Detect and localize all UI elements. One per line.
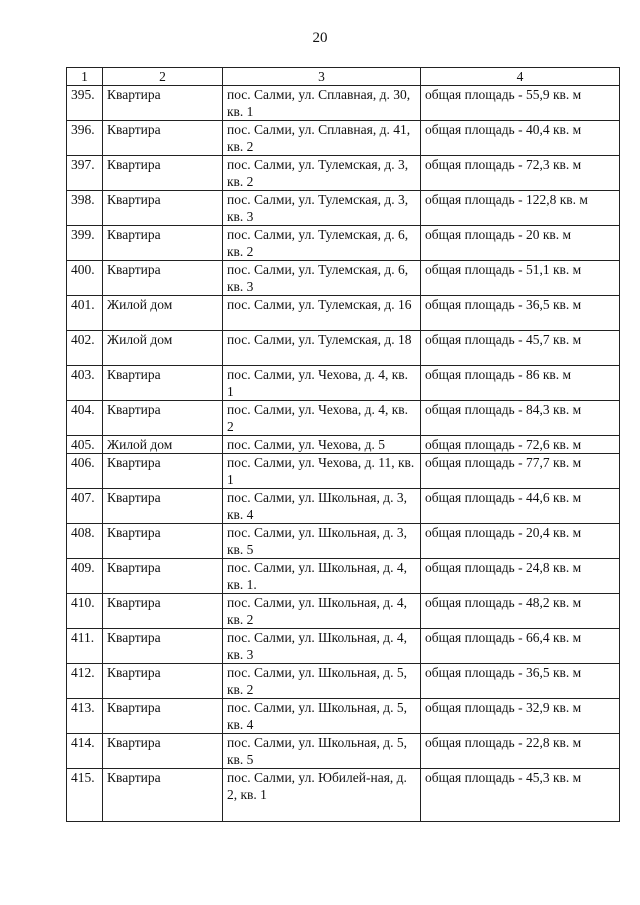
object-type: Квартира (103, 699, 223, 734)
object-area: общая площадь - 51,1 кв. м (421, 261, 620, 296)
object-area: общая площадь - 32,9 кв. м (421, 699, 620, 734)
row-number: 406. (67, 454, 103, 489)
object-area: общая площадь - 20 кв. м (421, 226, 620, 261)
row-number: 414. (67, 734, 103, 769)
object-type: Квартира (103, 121, 223, 156)
object-area: общая площадь - 72,6 кв. м (421, 436, 620, 454)
table-body (67, 86, 620, 822)
object-address: пос. Салми, ул. Юбилей-ная, д. 2, кв. 1 (223, 769, 421, 822)
object-type: Квартира (103, 454, 223, 489)
row-number: 407. (67, 489, 103, 524)
row-number: 409. (67, 559, 103, 594)
object-area: общая площадь - 24,8 кв. м (421, 559, 620, 594)
object-address: пос. Салми, ул. Сплавная, д. 30, кв. 1 (223, 86, 421, 121)
object-type: Квартира (103, 629, 223, 664)
table-header-row (67, 68, 620, 86)
object-area: общая площадь - 44,6 кв. м (421, 489, 620, 524)
row-number: 405. (67, 436, 103, 454)
table-row (67, 436, 620, 454)
object-area: общая площадь - 48,2 кв. м (421, 594, 620, 629)
table-row (67, 454, 620, 489)
row-number: 397. (67, 156, 103, 191)
row-number: 396. (67, 121, 103, 156)
object-address: пос. Салми, ул. Чехова, д. 5 (223, 436, 421, 454)
table-row (67, 629, 620, 664)
table-row (67, 86, 620, 121)
property-register-table (66, 67, 620, 822)
object-type: Квартира (103, 559, 223, 594)
row-number: 400. (67, 261, 103, 296)
object-type: Квартира (103, 594, 223, 629)
object-address: пос. Салми, ул. Тулемская, д. 18 (223, 331, 421, 366)
column-header-2: 2 (103, 68, 223, 86)
object-area: общая площадь - 45,3 кв. м (421, 769, 620, 822)
table-row (67, 489, 620, 524)
row-number: 410. (67, 594, 103, 629)
row-number: 403. (67, 366, 103, 401)
object-area: общая площадь - 22,8 кв. м (421, 734, 620, 769)
object-type: Квартира (103, 769, 223, 822)
object-address: пос. Салми, ул. Тулемская, д. 16 (223, 296, 421, 331)
object-address: пос. Салми, ул. Чехова, д. 11, кв. 1 (223, 454, 421, 489)
row-number: 395. (67, 86, 103, 121)
object-type: Квартира (103, 489, 223, 524)
object-area: общая площадь - 84,3 кв. м (421, 401, 620, 436)
row-number: 401. (67, 296, 103, 331)
table-row (67, 524, 620, 559)
object-area: общая площадь - 66,4 кв. м (421, 629, 620, 664)
object-address: пос. Салми, ул. Школьная, д. 4, кв. 1. (223, 559, 421, 594)
object-address: пос. Салми, ул. Школьная, д. 3, кв. 4 (223, 489, 421, 524)
table-row (67, 559, 620, 594)
object-type: Квартира (103, 156, 223, 191)
object-type: Жилой дом (103, 436, 223, 454)
column-header-1: 1 (67, 68, 103, 86)
object-address: пос. Салми, ул. Школьная, д. 4, кв. 3 (223, 629, 421, 664)
row-number: 402. (67, 331, 103, 366)
object-type: Жилой дом (103, 331, 223, 366)
object-address: пос. Салми, ул. Школьная, д. 4, кв. 2 (223, 594, 421, 629)
object-type: Квартира (103, 261, 223, 296)
row-number: 399. (67, 226, 103, 261)
object-area: общая площадь - 20,4 кв. м (421, 524, 620, 559)
object-area: общая площадь - 86 кв. м (421, 366, 620, 401)
object-area: общая площадь - 72,3 кв. м (421, 156, 620, 191)
object-area: общая площадь - 36,5 кв. м (421, 296, 620, 331)
table-row (67, 734, 620, 769)
object-type: Квартира (103, 734, 223, 769)
column-header-3: 3 (223, 68, 421, 86)
object-type: Квартира (103, 86, 223, 121)
row-number: 398. (67, 191, 103, 226)
object-address: пос. Салми, ул. Школьная, д. 5, кв. 2 (223, 664, 421, 699)
table-row (67, 191, 620, 226)
object-address: пос. Салми, ул. Тулемская, д. 6, кв. 3 (223, 261, 421, 296)
row-number: 415. (67, 769, 103, 822)
object-address: пос. Салми, ул. Школьная, д. 3, кв. 5 (223, 524, 421, 559)
object-address: пос. Салми, ул. Школьная, д. 5, кв. 4 (223, 699, 421, 734)
object-area: общая площадь - 45,7 кв. м (421, 331, 620, 366)
row-number: 413. (67, 699, 103, 734)
object-type: Квартира (103, 226, 223, 261)
object-type: Квартира (103, 401, 223, 436)
table-row (67, 699, 620, 734)
object-type: Квартира (103, 366, 223, 401)
object-address: пос. Салми, ул. Школьная, д. 5, кв. 5 (223, 734, 421, 769)
object-area: общая площадь - 77,7 кв. м (421, 454, 620, 489)
row-number: 404. (67, 401, 103, 436)
object-address: пос. Салми, ул. Тулемская, д. 3, кв. 2 (223, 156, 421, 191)
table-row (67, 156, 620, 191)
table-row (67, 296, 620, 331)
object-address: пос. Салми, ул. Чехова, д. 4, кв. 1 (223, 366, 421, 401)
table-row (67, 226, 620, 261)
object-area: общая площадь - 36,5 кв. м (421, 664, 620, 699)
row-number: 411. (67, 629, 103, 664)
object-type: Квартира (103, 664, 223, 699)
object-address: пос. Салми, ул. Тулемская, д. 3, кв. 3 (223, 191, 421, 226)
object-area: общая площадь - 40,4 кв. м (421, 121, 620, 156)
object-type: Квартира (103, 191, 223, 226)
object-address: пос. Салми, ул. Чехова, д. 4, кв. 2 (223, 401, 421, 436)
object-type: Квартира (103, 524, 223, 559)
table-row (67, 331, 620, 366)
column-header-4: 4 (421, 68, 620, 86)
object-type: Жилой дом (103, 296, 223, 331)
row-number: 412. (67, 664, 103, 699)
table-row (67, 121, 620, 156)
table-row (67, 594, 620, 629)
table-row (67, 366, 620, 401)
object-area: общая площадь - 55,9 кв. м (421, 86, 620, 121)
table-row (67, 401, 620, 436)
row-number: 408. (67, 524, 103, 559)
table-row (67, 261, 620, 296)
table-row (67, 769, 620, 822)
object-area: общая площадь - 122,8 кв. м (421, 191, 620, 226)
page-number: 20 (312, 30, 328, 46)
object-address: пос. Салми, ул. Тулемская, д. 6, кв. 2 (223, 226, 421, 261)
object-address: пос. Салми, ул. Сплавная, д. 41, кв. 2 (223, 121, 421, 156)
table-row (67, 664, 620, 699)
